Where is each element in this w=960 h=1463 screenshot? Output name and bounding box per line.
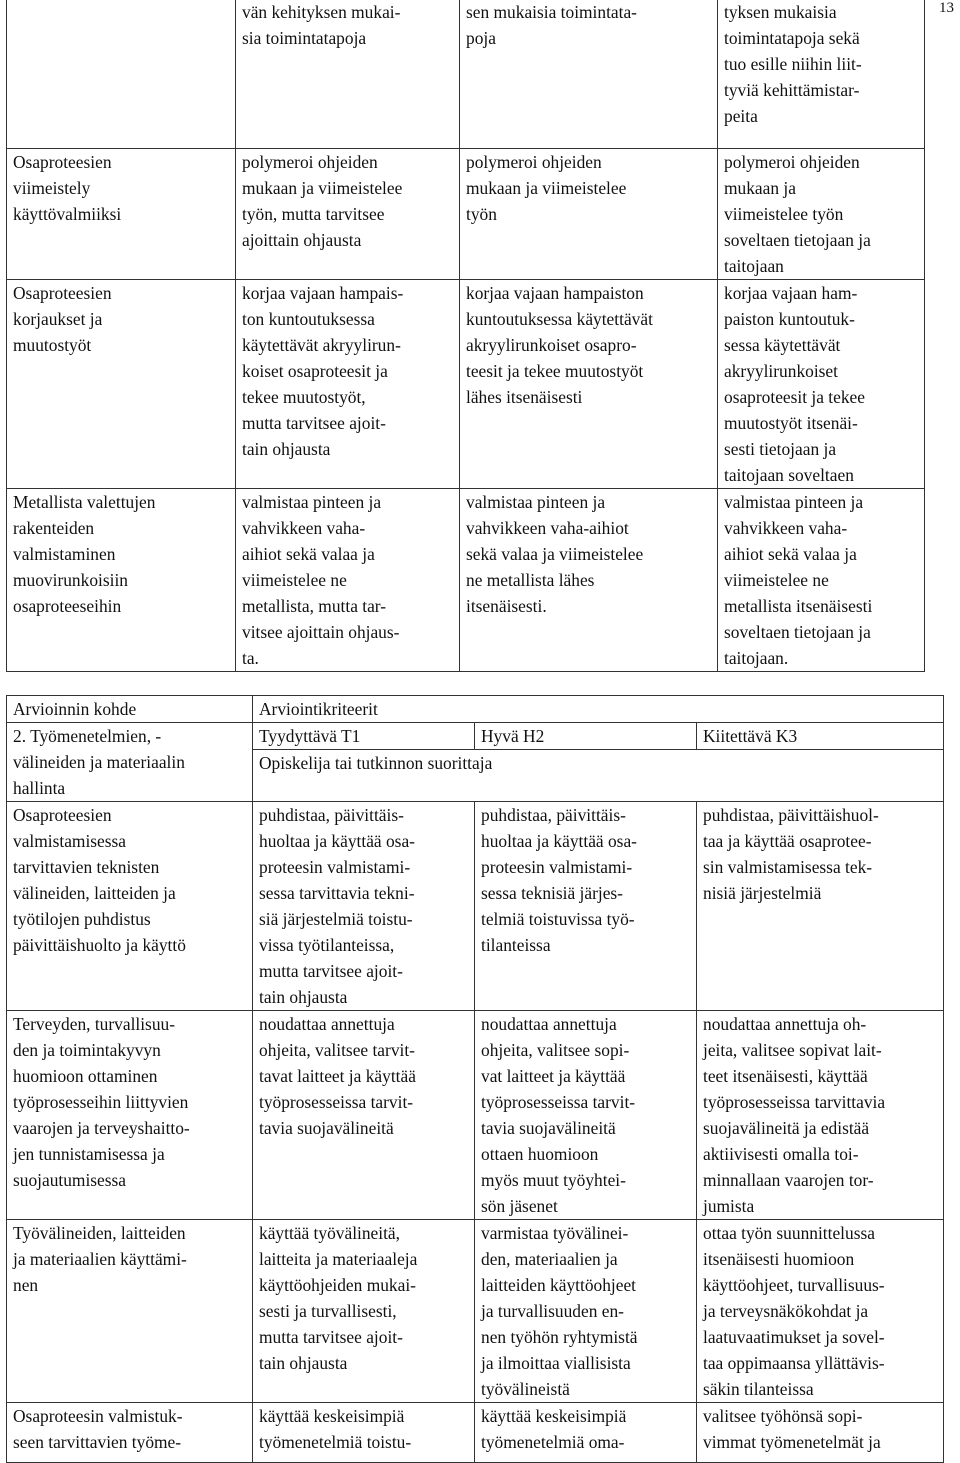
text-line: suojautumisessa: [13, 1170, 127, 1190]
text-line: suojavälineitä ja edistää: [703, 1118, 870, 1138]
header-assessment-criteria: Arviointikriteerit: [253, 696, 944, 723]
criterion-label-cell: [7, 280, 236, 489]
text-line: metallista itsenäisesti: [724, 596, 873, 616]
text-line: Osaproteesien: [13, 152, 112, 172]
text-line: laatuvaatimukset ja sovel-: [703, 1327, 885, 1347]
grade-t1-cell: [236, 280, 460, 489]
text-line: välineiden, laitteiden ja: [13, 883, 176, 903]
text-line: ottaa työn suunnittelussa: [703, 1223, 875, 1243]
text-line: den, materiaalien ja: [481, 1249, 618, 1269]
text-line: rakenteiden: [13, 518, 95, 538]
criterion-label-cell: [7, 0, 236, 149]
text-line: ne metallista lähes: [466, 570, 595, 590]
grade-h2-cell: [475, 1011, 697, 1220]
grade-h2-cell: [460, 0, 718, 149]
grade-h2-cell: [475, 802, 697, 1011]
grade-h2-cell: [460, 280, 718, 489]
text-line: mukaan ja: [724, 178, 796, 198]
grade-k3-cell: [718, 0, 925, 149]
text-line: siä järjestelmiä toistu-: [259, 909, 413, 929]
text-line: tuo esille niihin liit-: [724, 54, 862, 74]
text-line: käyttöohjeiden mukai-: [259, 1275, 416, 1295]
text-line: telmiä toistuvissa työ-: [481, 909, 635, 929]
criterion-label-cell: [7, 1403, 253, 1463]
grade-h2-cell: [460, 149, 718, 280]
grade-t1-cell: [253, 802, 475, 1011]
grade-k3-cell: [697, 1403, 944, 1463]
text-line: viimeistelee työn: [724, 204, 844, 224]
text-line: Terveyden, turvallisuu-: [13, 1014, 176, 1034]
text-line: tyviä kehittämistar-: [724, 80, 860, 100]
text-line: valmistaa pinteen ja: [242, 492, 382, 512]
text-line: taitojaan.: [724, 648, 789, 668]
text-line: korjaa vajaan hampaiston: [466, 283, 644, 303]
text-line: proteesin valmistami-: [259, 857, 411, 877]
text-line: huoltaa ja käyttää osa-: [481, 831, 637, 851]
text-line: tarvittavien teknisten: [13, 857, 160, 877]
criterion-label-cell: [7, 1011, 253, 1220]
text-line: den ja toimintakyvyn: [13, 1040, 161, 1060]
grade-k3-cell: [697, 802, 944, 1011]
assessment-table-methods: [6, 695, 944, 1463]
grade-t1-cell: [253, 1220, 475, 1403]
text-line: sesti tietojaan ja: [724, 439, 837, 459]
text-line: nen: [13, 1275, 39, 1295]
text-line: viimeistelee ne: [724, 570, 829, 590]
criterion-label-cell: [7, 489, 236, 672]
grade-h2-cell: [475, 1220, 697, 1403]
text-line: ja materiaalien käyttämi-: [13, 1249, 187, 1269]
grade-k3-cell: [697, 1220, 944, 1403]
text-line: työvälineistä: [481, 1379, 570, 1399]
text-line: taitojaan soveltaen: [724, 465, 854, 485]
page-number: 13: [939, 0, 954, 16]
text-line: korjaa vajaan hampais-: [242, 283, 404, 303]
text-line: nen työhön ryhtymistä: [481, 1327, 638, 1347]
text-line: jeita, valitsee sopivat lait-: [703, 1040, 882, 1060]
text-line: valmistaa pinteen ja: [466, 492, 606, 512]
grade-t1-cell: [236, 489, 460, 672]
text-line: vahvikkeen vaha-: [724, 518, 848, 538]
text-line: sesti ja turvallisesti,: [259, 1301, 397, 1321]
text-line: jumista: [703, 1196, 755, 1216]
table-row: [7, 0, 925, 149]
text-line: käyttää keskeisimpiä: [481, 1406, 627, 1426]
text-line: tyksen mukaisia: [724, 2, 837, 22]
header-assessment-target: Arvioinnin kohde: [7, 696, 253, 723]
text-line: työn: [466, 204, 497, 224]
header-grade-k3: Kiitettävä K3: [697, 723, 944, 750]
text-line: vaarojen ja terveyshaitto-: [13, 1118, 190, 1138]
header-grade-t1: Tyydyttävä T1: [253, 723, 475, 750]
text-line: työtilojen puhdistus: [13, 909, 151, 929]
table-row: [7, 149, 925, 280]
text-line: taa ja käyttää osaprotee-: [703, 831, 872, 851]
text-line: mukaan ja viimeistelee: [466, 178, 627, 198]
grade-t1-cell: [236, 0, 460, 149]
text-line: korjaukset ja: [13, 309, 103, 329]
text-line: myös muut työyhtei-: [481, 1170, 626, 1190]
text-line: käyttää työvälineitä,: [259, 1223, 401, 1243]
text-line: käytettävät akryylirun-: [242, 335, 401, 355]
text-line: vän kehityksen mukai-: [242, 2, 401, 22]
text-line: laitteiden käyttöohjeet: [481, 1275, 637, 1295]
text-line: polymeroi ohjeiden: [242, 152, 378, 172]
criterion-label-cell: [7, 1220, 253, 1403]
text-line: Osaproteesin valmistuk-: [13, 1406, 183, 1426]
text-line: ja turvallisuuden en-: [481, 1301, 624, 1321]
text-line: käyttää keskeisimpiä: [259, 1406, 405, 1426]
text-line: noudattaa annettuja oh-: [703, 1014, 867, 1034]
text-line: tain ohjausta: [259, 987, 348, 1007]
text-line: Osaproteesien: [13, 805, 112, 825]
text-line: mutta tarvitsee ajoit-: [259, 1327, 403, 1347]
text-line: tain ohjausta: [259, 1353, 348, 1373]
text-line: noudattaa annettuja: [259, 1014, 395, 1034]
grade-h2-cell: [475, 1403, 697, 1463]
text-line: osaproteeseihin: [13, 596, 122, 616]
text-line: ottaen huomioon: [481, 1144, 599, 1164]
text-line: itsenäisesti.: [466, 596, 547, 616]
text-line: käyttöohjeet, turvallisuus-: [703, 1275, 885, 1295]
text-line: metallista, mutta tar-: [242, 596, 387, 616]
text-line: aihiot sekä valaa ja: [724, 544, 857, 564]
text-line: korjaa vajaan ham-: [724, 283, 858, 303]
grade-k3-cell: [718, 489, 925, 672]
text-line: sekä valaa ja viimeistelee: [466, 544, 644, 564]
criterion-label-cell: [7, 149, 236, 280]
grade-h2-cell: [460, 489, 718, 672]
text-line: sen mukaisia toimintata-: [466, 2, 637, 22]
text-line: mukaan ja viimeistelee: [242, 178, 403, 198]
table-row: [7, 1011, 944, 1220]
grade-k3-cell: [718, 149, 925, 280]
text-line: työprosesseissa tarvittavia: [703, 1092, 886, 1112]
table-row: [7, 489, 925, 672]
text-line: osaproteesit ja tekee: [724, 387, 865, 407]
text-line: ta.: [242, 648, 259, 668]
text-line: taitojaan: [724, 256, 784, 276]
text-line: noudattaa annettuja: [481, 1014, 617, 1034]
text-line: 2. Työmenetelmien, -: [13, 726, 162, 746]
text-line: ja terveysnäkökohdat ja: [703, 1301, 869, 1321]
text-line: päivittäishuolto ja käyttö: [13, 935, 186, 955]
text-line: vimmat työmenetelmät ja: [703, 1432, 881, 1452]
text-line: ohjeita, valitsee tarvit-: [259, 1040, 415, 1060]
text-line: lähes itsenäisesti: [466, 387, 583, 407]
grade-t1-cell: [253, 1403, 475, 1463]
text-line: vahvikkeen vaha-aihiot: [466, 518, 629, 538]
text-line: työprosesseissa tarvit-: [259, 1092, 414, 1112]
text-line: tavat laitteet ja käyttää: [259, 1066, 416, 1086]
grade-k3-cell: [697, 1011, 944, 1220]
text-line: hallinta: [13, 778, 66, 798]
section-title: [7, 723, 253, 802]
grade-t1-cell: [236, 149, 460, 280]
text-line: soveltaen tietojaan ja: [724, 622, 871, 642]
table-row: [7, 1403, 944, 1463]
text-line: polymeroi ohjeiden: [724, 152, 860, 172]
text-line: Työvälineiden, laitteiden: [13, 1223, 186, 1243]
text-line: puhdistaa, päivittäis-: [259, 805, 404, 825]
text-line: viimeistelee ne: [242, 570, 347, 590]
table-row: [7, 802, 944, 1011]
text-line: valmistamisessa: [13, 831, 127, 851]
text-line: ohjeita, valitsee sopi-: [481, 1040, 630, 1060]
text-line: teesit ja tekee muutostyöt: [466, 361, 644, 381]
text-line: valitsee työhönsä sopi-: [703, 1406, 863, 1426]
text-line: ajoittain ohjausta: [242, 230, 362, 250]
text-line: työmenetelmiä toistu-: [259, 1432, 412, 1452]
text-line: muovirunkoisiin: [13, 570, 128, 590]
text-line: mutta tarvitsee ajoit-: [259, 961, 403, 981]
text-line: tavia suojavälineitä: [481, 1118, 616, 1138]
text-line: kuntoutuksessa käytettävät: [466, 309, 653, 329]
header-subject: Opiskelija tai tutkinnon suorittaja: [253, 750, 944, 802]
text-line: valmistaa pinteen ja: [724, 492, 864, 512]
text-line: laitteita ja materiaaleja: [259, 1249, 418, 1269]
assessment-table-continued: [6, 0, 925, 672]
text-line: vissa työtilanteissa,: [259, 935, 395, 955]
text-line: puhdistaa, päivittäishuol-: [703, 805, 879, 825]
text-line: tain ohjausta: [242, 439, 331, 459]
text-line: soveltaen tietojaan ja: [724, 230, 871, 250]
text-line: ton kuntoutuksessa: [242, 309, 375, 329]
text-line: koiset osaproteesit ja: [242, 361, 388, 381]
text-line: työmenetelmiä oma-: [481, 1432, 625, 1452]
text-line: ja ilmoittaa viallisista: [481, 1353, 631, 1373]
table-row: [7, 280, 925, 489]
text-line: paiston kuntoutuk-: [724, 309, 855, 329]
text-line: sessa tarvittavia tekni-: [259, 883, 415, 903]
text-line: välineiden ja materiaalin: [13, 752, 185, 772]
text-line: sia toimintatapoja: [242, 28, 367, 48]
text-line: proteesin valmistami-: [481, 857, 633, 877]
text-line: itsenäisesti huomioon: [703, 1249, 855, 1269]
text-line: aihiot sekä valaa ja: [242, 544, 375, 564]
text-line: akryylirunkoiset osapro-: [466, 335, 637, 355]
text-line: viimeistely: [13, 178, 91, 198]
text-line: mutta tarvitsee ajoit-: [242, 413, 386, 433]
text-line: akryylirunkoiset: [724, 361, 838, 381]
text-line: sin valmistamisessa tek-: [703, 857, 873, 877]
text-line: poja: [466, 28, 496, 48]
text-line: vahvikkeen vaha-: [242, 518, 366, 538]
text-line: vitsee ajoittain ohjaus-: [242, 622, 400, 642]
text-line: aktiivisesti omalla toi-: [703, 1144, 859, 1164]
grade-k3-cell: [718, 280, 925, 489]
text-line: varmistaa työvälinei-: [481, 1223, 629, 1243]
text-line: muutostyöt: [13, 335, 92, 355]
text-line: peita: [724, 106, 758, 126]
text-line: sessa teknisiä järjes-: [481, 883, 623, 903]
text-line: taa oppimaansa yllättävis-: [703, 1353, 885, 1373]
criterion-label-cell: [7, 802, 253, 1011]
text-line: teet itsenäisesti, käyttää: [703, 1066, 868, 1086]
text-line: huomioon ottaminen: [13, 1066, 158, 1086]
text-line: nisiä järjestelmiä: [703, 883, 822, 903]
text-line: käyttövalmiiksi: [13, 204, 122, 224]
text-line: minnallaan vaarojen tor-: [703, 1170, 874, 1190]
text-line: sön jäsenet: [481, 1196, 558, 1216]
text-line: tekee muutostyöt,: [242, 387, 366, 407]
text-line: jen tunnistamisessa ja: [13, 1144, 165, 1164]
text-line: Metallista valettujen: [13, 492, 156, 512]
text-line: työprosesseissa tarvit-: [481, 1092, 636, 1112]
text-line: polymeroi ohjeiden: [466, 152, 602, 172]
text-line: valmistaminen: [13, 544, 116, 564]
text-line: Osaproteesien: [13, 283, 112, 303]
text-line: huoltaa ja käyttää osa-: [259, 831, 415, 851]
text-line: toimintatapoja sekä: [724, 28, 860, 48]
text-line: tilanteissa: [481, 935, 551, 955]
text-line: tavia suojavälineitä: [259, 1118, 394, 1138]
text-line: sessa käytettävät: [724, 335, 841, 355]
grade-t1-cell: [253, 1011, 475, 1220]
table-row: [7, 1220, 944, 1403]
text-line: vat laitteet ja käyttää: [481, 1066, 626, 1086]
text-line: säkin tilanteissa: [703, 1379, 814, 1399]
text-line: työn, mutta tarvitsee: [242, 204, 385, 224]
text-line: puhdistaa, päivittäis-: [481, 805, 626, 825]
header-grade-h2: Hyvä H2: [475, 723, 697, 750]
text-line: työprosesseihin liittyvien: [13, 1092, 189, 1112]
text-line: muutostyöt itsenäi-: [724, 413, 858, 433]
text-line: seen tarvittavien työme-: [13, 1432, 182, 1452]
